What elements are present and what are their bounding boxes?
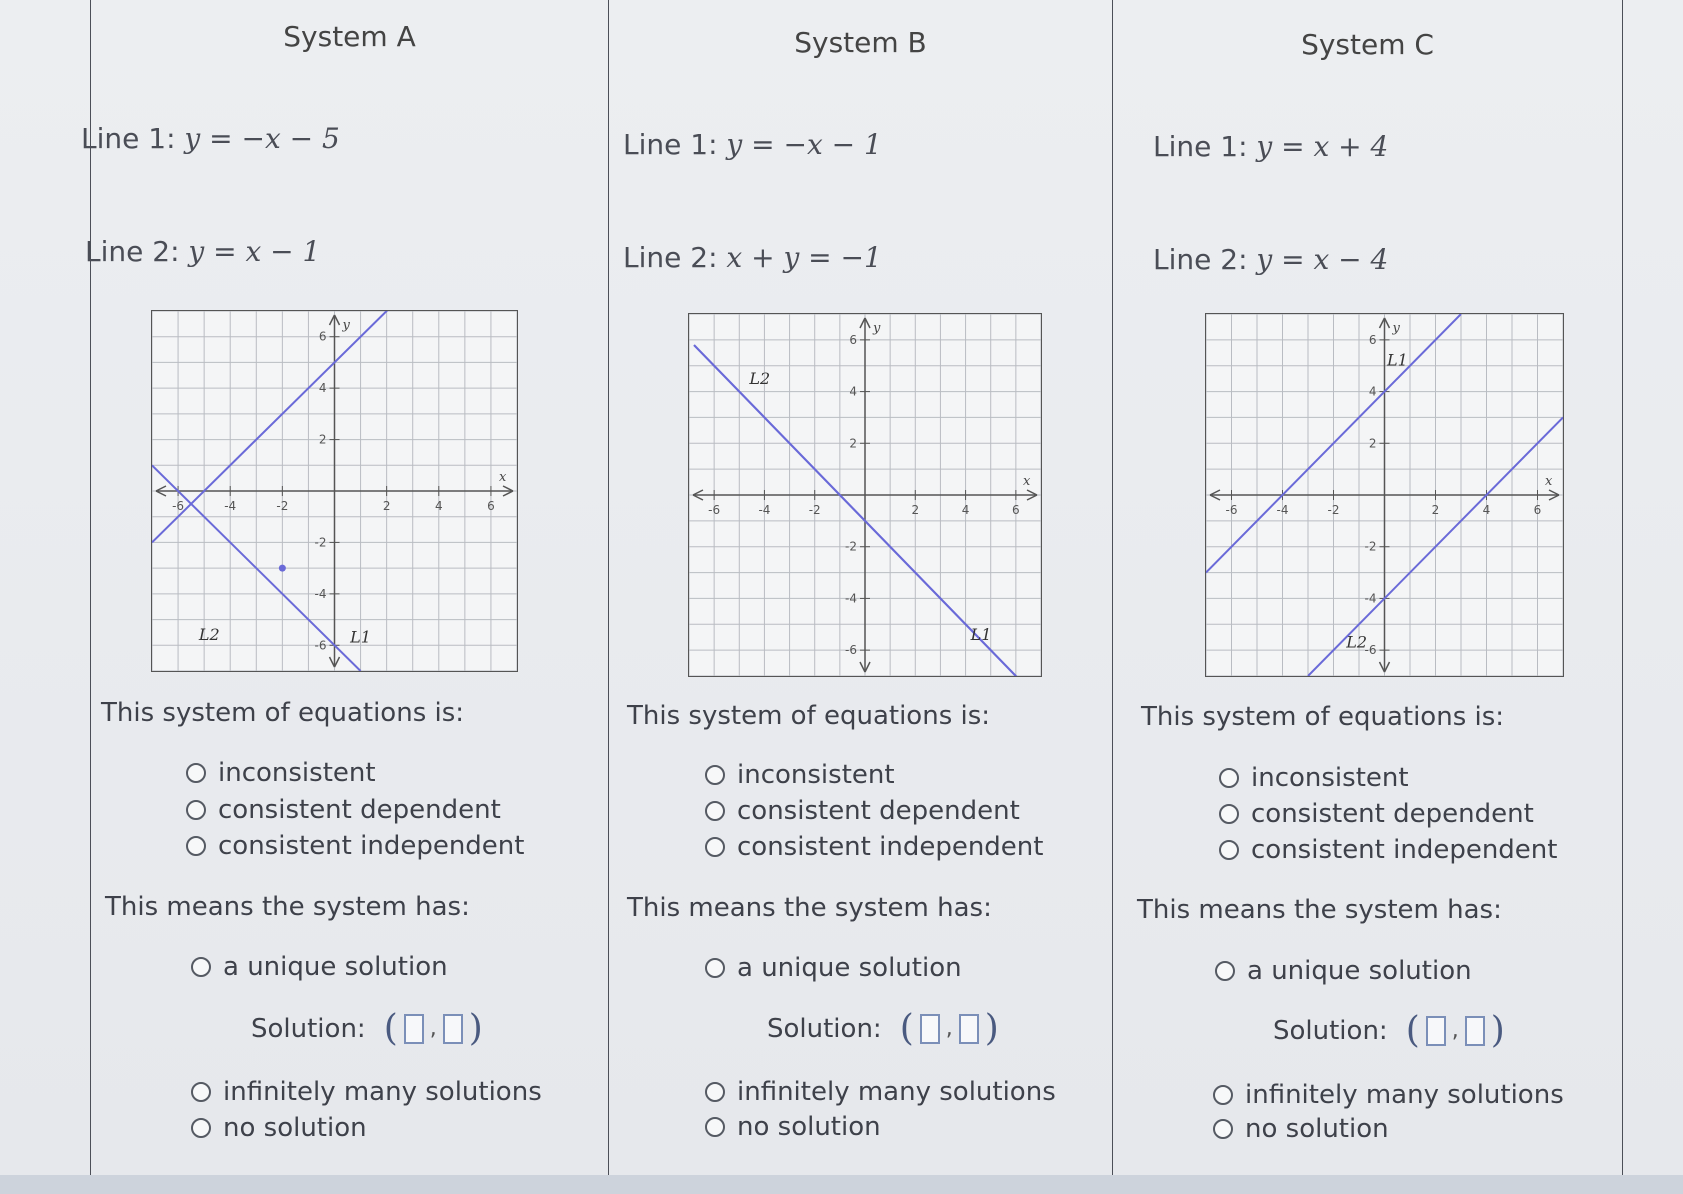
y-tick-label: 2 — [1368, 436, 1377, 451]
x-tick-label: 4 — [1482, 503, 1491, 517]
line1-equation: Line 1: y = −x − 1 — [623, 128, 882, 161]
x-tick-label: -6 — [172, 499, 185, 513]
y-tick-label: 6 — [1368, 332, 1377, 347]
x-tick-label: 2 — [911, 503, 920, 517]
x-tick-label: 6 — [487, 499, 495, 513]
system-a-panel — [81, 0, 608, 1175]
y-tick-label: -2 — [314, 535, 327, 550]
y-tick-label: -6 — [314, 638, 327, 653]
x-tick-label: 4 — [961, 503, 970, 517]
x-tick-label: -2 — [276, 499, 289, 513]
option-inconsistent[interactable]: inconsistent — [1219, 763, 1409, 793]
option-unique-solution[interactable]: a unique solution — [191, 952, 448, 982]
solution-entry: Solution: ( , ) — [251, 1008, 483, 1049]
solution-x-input[interactable] — [404, 1014, 424, 1044]
x-tick-label: -4 — [224, 499, 237, 513]
intersection-point — [279, 565, 286, 572]
y-tick-label: -2 — [845, 539, 857, 554]
y-tick-label: 4 — [318, 381, 327, 396]
classification-prompt: This system of equations is: — [101, 698, 465, 728]
line-2-label: L2 — [198, 625, 220, 645]
y-tick-label: -6 — [1364, 643, 1377, 658]
option-no-solution[interactable]: no solution — [705, 1112, 881, 1142]
line1-equation: Line 1: y = x + 4 — [1153, 130, 1389, 163]
y-tick-label: 2 — [849, 436, 857, 451]
system-title: System A — [283, 20, 416, 53]
radio-button[interactable] — [705, 801, 725, 821]
radio-button[interactable] — [1219, 768, 1239, 788]
option-consistent-independent[interactable]: consistent independent — [186, 831, 524, 861]
y-tick-label: -4 — [1364, 591, 1377, 606]
radio-button[interactable] — [1219, 840, 1239, 860]
system-b-panel — [608, 0, 1112, 1175]
radio-button[interactable] — [705, 837, 725, 857]
option-unique-solution[interactable]: a unique solution — [705, 953, 962, 983]
x-axis-label: x — [499, 470, 507, 485]
solution-x-input[interactable] — [1426, 1016, 1446, 1046]
line-1-label: L1 — [1387, 350, 1408, 370]
option-no-solution[interactable]: no solution — [1213, 1114, 1389, 1144]
option-consistent-dependent[interactable]: consistent dependent — [186, 795, 501, 825]
graph — [688, 313, 1042, 677]
line1-equation: Line 1: y = −x − 5 — [81, 122, 340, 155]
y-axis-label: y — [342, 318, 350, 333]
radio-button[interactable] — [186, 800, 206, 820]
y-axis-label: y — [1392, 321, 1400, 336]
x-tick-label: 6 — [1012, 503, 1020, 517]
option-inconsistent[interactable]: inconsistent — [705, 760, 895, 790]
option-inconsistent[interactable]: inconsistent — [186, 758, 376, 788]
radio-button[interactable] — [1219, 804, 1239, 824]
radio-button[interactable] — [1213, 1119, 1233, 1139]
solution-y-input[interactable] — [443, 1014, 463, 1044]
radio-button[interactable] — [191, 1118, 211, 1138]
system-c-panel — [1112, 0, 1623, 1175]
graph — [1205, 313, 1564, 677]
classification-prompt: This system of equations is: — [1141, 702, 1505, 732]
y-tick-label: 4 — [1368, 384, 1377, 399]
x-axis-label: x — [1545, 474, 1553, 489]
option-consistent-dependent[interactable]: consistent dependent — [705, 796, 1020, 826]
x-tick-label: -6 — [1225, 503, 1238, 517]
radio-button[interactable] — [705, 1117, 725, 1137]
y-tick-label: 2 — [318, 432, 327, 447]
classification-prompt: This system of equations is: — [627, 701, 991, 731]
x-tick-label: -4 — [1276, 503, 1289, 517]
graph — [151, 310, 518, 672]
option-infinitely-many[interactable]: infinitely many solutions — [705, 1077, 1056, 1107]
system-title: System C — [1301, 28, 1434, 61]
line2-equation: Line 2: y = x − 1 — [85, 235, 321, 268]
solution-prompt: This means the system has: — [1137, 895, 1502, 925]
y-axis-label: y — [873, 321, 881, 336]
option-no-solution[interactable]: no solution — [191, 1113, 367, 1143]
y-tick-label: 4 — [849, 384, 857, 399]
x-tick-label: 2 — [1431, 503, 1440, 517]
option-consistent-dependent[interactable]: consistent dependent — [1219, 799, 1534, 829]
line-2-label: L2 — [749, 368, 771, 388]
line2-equation: Line 2: y = x − 4 — [1153, 243, 1389, 276]
line2-equation: Line 2: x + y = −1 — [623, 241, 882, 274]
y-tick-label: -2 — [1364, 539, 1377, 554]
y-tick-label: 6 — [318, 329, 327, 344]
solution-prompt: This means the system has: — [627, 893, 992, 923]
radio-button[interactable] — [186, 763, 206, 783]
graph-svg — [1206, 314, 1563, 676]
x-tick-label: -4 — [758, 503, 771, 517]
radio-button[interactable] — [191, 957, 211, 977]
x-axis-label: x — [1023, 474, 1031, 489]
x-tick-label: 4 — [434, 499, 443, 513]
solution-entry: Solution: ( , ) — [767, 1008, 999, 1049]
radio-button[interactable] — [1215, 961, 1235, 981]
option-unique-solution[interactable]: a unique solution — [1215, 956, 1472, 986]
graph-svg — [689, 314, 1041, 676]
x-tick-label: -6 — [708, 503, 721, 517]
page-bottom-edge — [0, 1175, 1683, 1194]
line-2-label: L2 — [1346, 632, 1368, 652]
solution-y-input[interactable] — [959, 1014, 979, 1044]
line-1-label: L1 — [350, 627, 371, 647]
radio-button[interactable] — [191, 1082, 211, 1102]
x-tick-label: -2 — [1327, 503, 1340, 517]
x-tick-label: -2 — [808, 503, 821, 517]
option-consistent-independent[interactable]: consistent independent — [705, 832, 1043, 862]
option-consistent-independent[interactable]: consistent independent — [1219, 835, 1557, 865]
y-tick-label: -4 — [314, 586, 327, 601]
solution-prompt: This means the system has: — [105, 892, 470, 922]
solution-y-input[interactable] — [1465, 1016, 1485, 1046]
y-tick-label: -6 — [845, 643, 857, 658]
y-tick-label: -4 — [845, 591, 857, 606]
radio-button[interactable] — [186, 836, 206, 856]
option-infinitely-many[interactable]: infinitely many solutions — [1213, 1080, 1564, 1110]
solution-entry: Solution: ( , ) — [1273, 1010, 1505, 1051]
radio-button[interactable] — [705, 1082, 725, 1102]
system-title: System B — [794, 26, 927, 59]
line-1-label: L1 — [970, 624, 992, 644]
graph-svg — [152, 311, 517, 671]
x-tick-label: 6 — [1533, 503, 1542, 517]
solution-x-input[interactable] — [920, 1014, 940, 1044]
radio-button[interactable] — [705, 765, 725, 785]
x-tick-label: 2 — [382, 499, 391, 513]
y-tick-label: 6 — [849, 332, 857, 347]
radio-button[interactable] — [705, 958, 725, 978]
option-infinitely-many[interactable]: infinitely many solutions — [191, 1077, 542, 1107]
radio-button[interactable] — [1213, 1085, 1233, 1105]
